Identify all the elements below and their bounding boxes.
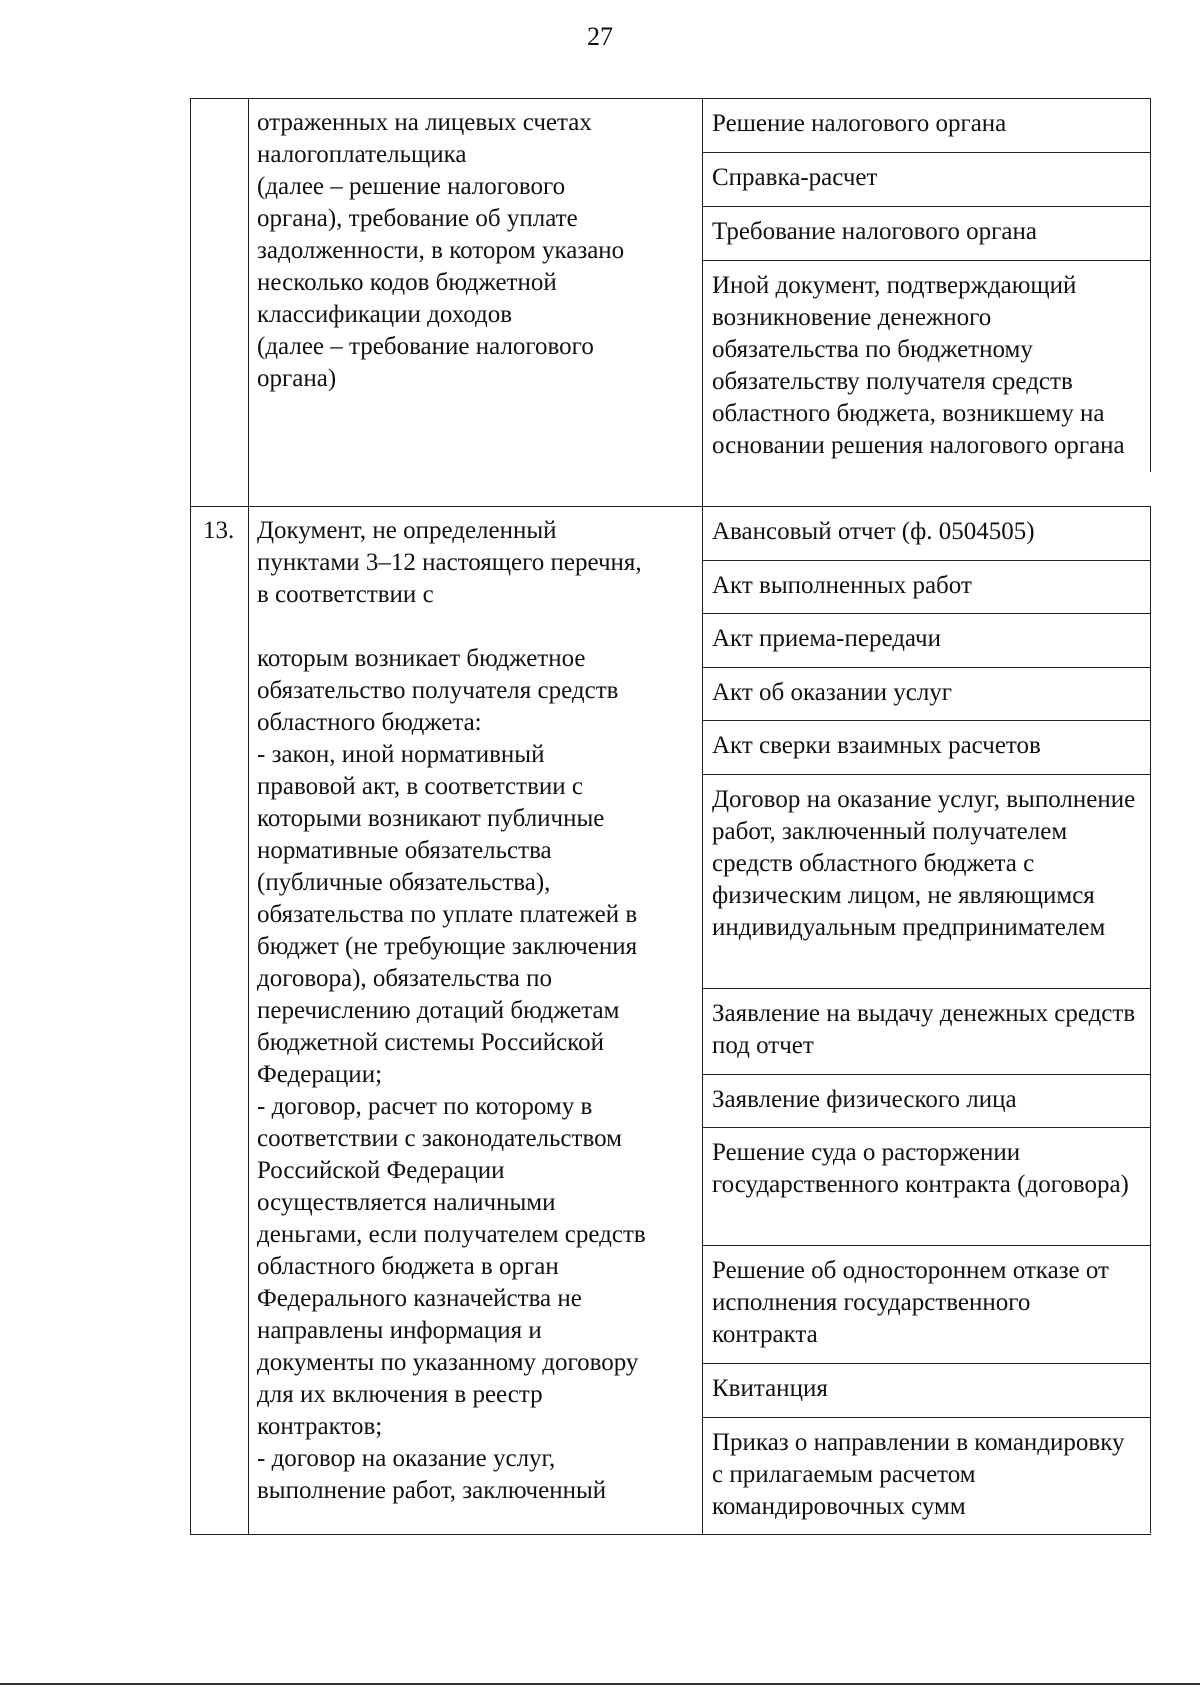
document-item: Акт выполненных работ [703, 561, 1151, 614]
description-line: деньгами, если получателем средств [257, 1221, 646, 1248]
description-line: в соответствии с [257, 581, 434, 608]
document-item: Квитанция [703, 1364, 1151, 1418]
row-description [249, 99, 703, 507]
description-line: обязательства по уплате платежей в [257, 901, 638, 928]
document-item: Акт об оказании услуг [703, 668, 1151, 721]
description-line: задолженности, в котором указано [257, 237, 625, 264]
document-item: Требование налогового органа [703, 207, 1151, 261]
document-item: Решение налогового органа [703, 99, 1151, 153]
row-documents [703, 99, 1151, 507]
description-line: осуществляется наличными [257, 1189, 556, 1216]
description-line: областного бюджета: [257, 709, 482, 736]
description-line: документы по указанному договору [257, 1349, 639, 1376]
description-line: - закон, иной нормативный [257, 741, 545, 768]
description-line: выполнение работ, заключенный [257, 1477, 607, 1504]
description-line: обязательство получателя средств [257, 677, 619, 704]
description-line: отраженных на лицевых счетах [257, 109, 592, 136]
description-line: налогоплательщика [257, 141, 467, 168]
description-line: для их включения в реестр [257, 1381, 543, 1408]
description-line: - договор, расчет по которому в [257, 1093, 593, 1120]
document-item: Акт приема-передачи [703, 614, 1151, 668]
description-line: соответствии с законодательством [257, 1125, 622, 1152]
description-line: - договор на оказание услуг, [257, 1445, 556, 1472]
document-item: Акт сверки взаимных расчетов [703, 721, 1151, 775]
description-line: которыми возникают публичные [257, 805, 605, 832]
document-item: Авансовый отчет (ф. 0504505) [703, 507, 1151, 561]
description-line: пунктами 3–12 настоящего перечня, [257, 549, 642, 576]
description-line: Документ, не определенный [257, 517, 557, 544]
description-line: направлены информация и [257, 1317, 542, 1344]
description-line: органа) [257, 365, 337, 392]
description-line: бюджетной системы Российской [257, 1029, 604, 1056]
table-row [191, 507, 1151, 1535]
document-item: Заявление физического лица [703, 1075, 1151, 1128]
document-item: Иной документ, подтверждающий возникновение денежного обязательства по бюджетному обязательству получателя средств областного бюджета, возникшему на основании решения налогового органа [703, 261, 1151, 472]
description-line: органа), требование об уплате [257, 205, 578, 232]
row-number [191, 99, 249, 507]
description-line: Российской Федерации [257, 1157, 505, 1184]
description-line: бюджет (не требующие заключения [257, 933, 638, 960]
document-item: Справка-расчет [703, 153, 1151, 207]
document-item: Заявление на выдачу денежных средств под отчет [703, 989, 1151, 1075]
row-documents [703, 507, 1151, 1535]
document-item: Решение об одностороннем отказе от исполнения государственного контракта [703, 1246, 1151, 1364]
description-line: Федерального казначейства не [257, 1285, 582, 1312]
document-item: Приказ о направлении в командировку с прилагаемым расчетом командировочных сумм [703, 1418, 1151, 1533]
description-line: (далее – требование налогового [257, 333, 594, 360]
description-line: областного бюджета в орган [257, 1253, 559, 1280]
scan-edge-line [0, 1683, 1200, 1685]
description-line: классификации доходов [257, 301, 513, 328]
table-row [191, 99, 1151, 507]
documents-table [190, 98, 1151, 1535]
description-line: договора), обязательства по [257, 965, 552, 992]
row-number: 13. [191, 507, 249, 1535]
description-line: которым возникает бюджетное [257, 645, 586, 672]
description-line: перечислению дотаций бюджетам [257, 997, 620, 1024]
document-item: Договор на оказание услуг, выполнение работ, заключенный получателем средств областного бюджета с физическим лицом, не являющимся индивидуальным предпринимателем [703, 775, 1151, 989]
description-line: (далее – решение налогового [257, 173, 566, 200]
row-description [249, 507, 703, 1535]
description-line: правовой акт, в соответствии с [257, 773, 583, 800]
document-item: Решение суда о расторжении государственного контракта (договора) [703, 1128, 1151, 1246]
description-line: Федерации; [257, 1061, 383, 1088]
description-line: нормативные обязательства [257, 837, 552, 864]
description-line: несколько кодов бюджетной [257, 269, 557, 296]
description-line: (публичные обязательства), [257, 869, 551, 896]
page-number: 27 [587, 22, 613, 51]
description-line: контрактов; [257, 1413, 383, 1440]
